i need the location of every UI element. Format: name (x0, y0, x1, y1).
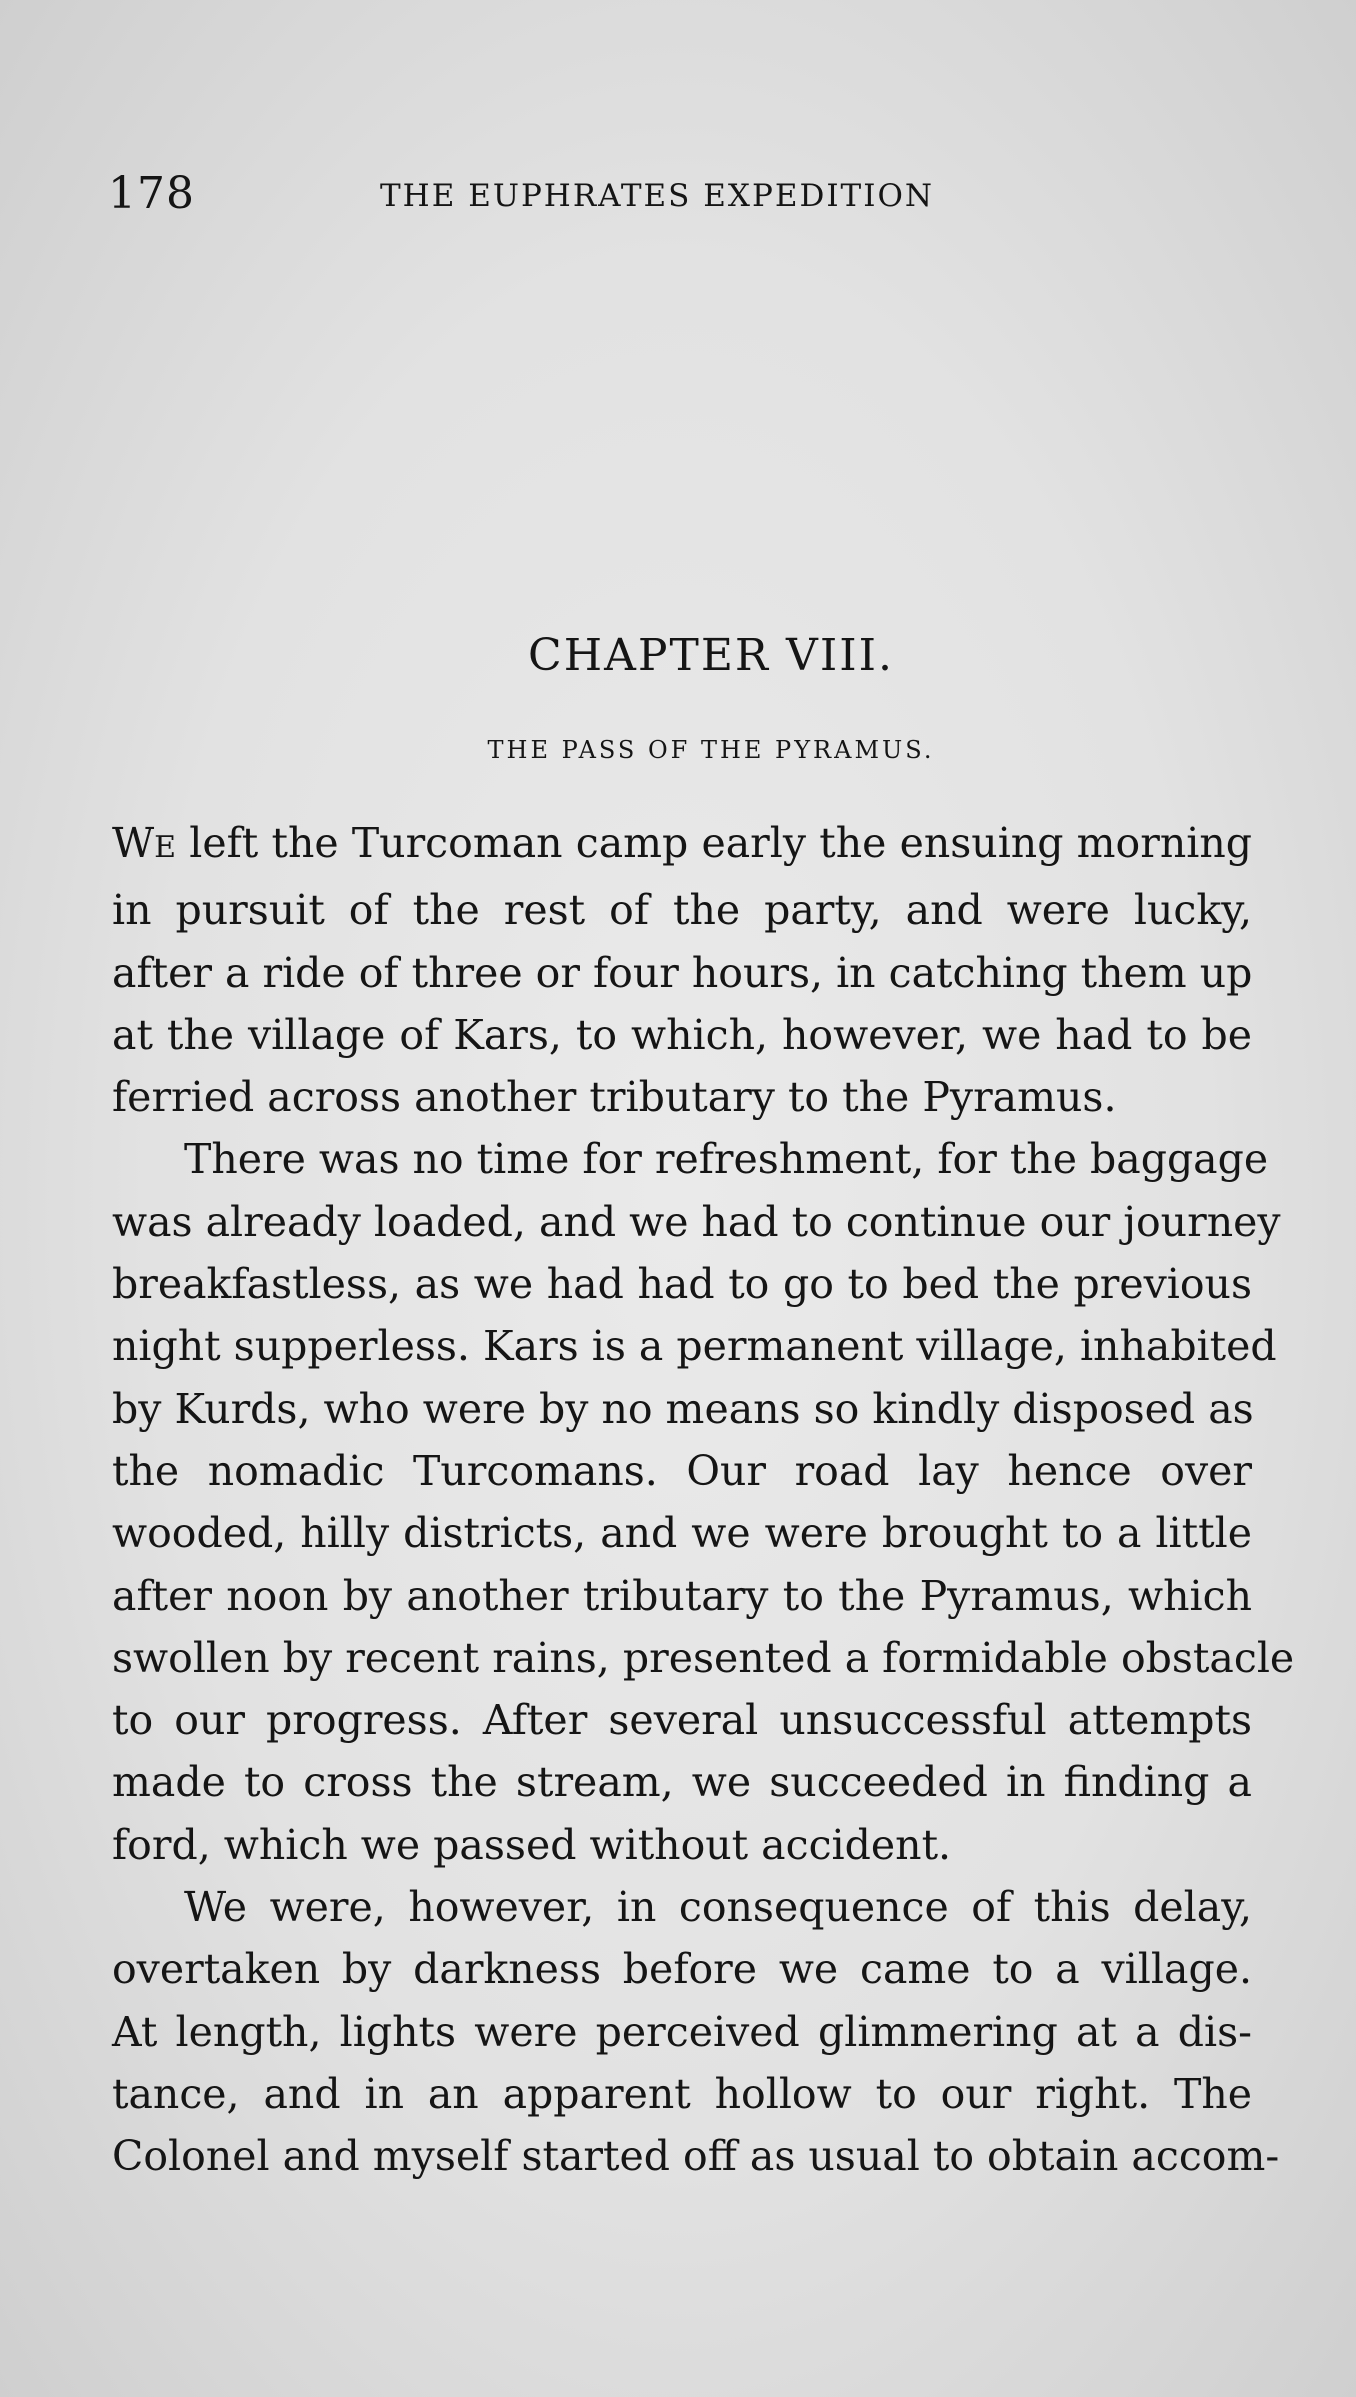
text-line-content: left the Turcoman camp early the ensuing morning (176, 819, 1252, 867)
dropcap-smallcaps: E (154, 830, 177, 865)
chapter-title: CHAPTER VIII. (528, 630, 894, 681)
chapter-subtitle: THE PASS OF THE PYRAMUS. (487, 736, 935, 764)
text-line: ford, which we passed without accident. (112, 1820, 952, 1869)
text-line: made to cross the stream, we succeeded in finding a (112, 1758, 1252, 1807)
text-line: at the village of Kars, to which, however, we had to be (112, 1010, 1252, 1059)
page-number: 178 (108, 168, 195, 219)
running-head: THE EUPHRATES EXPEDITION (380, 178, 935, 214)
text-line: after a ride of three or four hours, in catching them up (112, 948, 1253, 997)
paragraph-1 (112, 812, 1252, 1128)
dropcap-initial: W (112, 819, 155, 867)
text-line: There was no time for refreshment, for the baggage (184, 1135, 1269, 1184)
text-line: ferried across another tributary to the Pyramus. (112, 1073, 1117, 1122)
text-line: breakfastless, as we had had to go to bed the previous (112, 1260, 1252, 1309)
text-line: At length, lights were perceived glimmering at a dis- (112, 2007, 1252, 2056)
text-line: by Kurds, who were by no means so kindly disposed as (112, 1384, 1254, 1433)
text-line: was already loaded, and we had to continue our journey (112, 1197, 1281, 1246)
text-line: We were, however, in consequence of this delay, (184, 1883, 1252, 1932)
text-line: in pursuit of the rest of the party, and were lucky, (112, 886, 1252, 935)
text-line: to our progress. After several unsuccessful attempts (112, 1696, 1252, 1745)
text-line: tance, and in an apparent hollow to our right. The (112, 2069, 1252, 2118)
text-line: Colonel and myself started off as usual to obtain accom- (112, 2132, 1280, 2181)
text-line: swollen by recent rains, presented a formidable obstacle (112, 1633, 1295, 1682)
paragraph-2 (112, 1128, 1295, 1876)
text-line (112, 812, 1252, 879)
text-line: the nomadic Turcomans. Our road lay hence over (112, 1446, 1252, 1495)
text-line: night supperless. Kars is a permanent village, inhabited (112, 1322, 1277, 1371)
text-line: wooded, hilly districts, and we were brought to a little (112, 1509, 1252, 1558)
text-line: overtaken by darkness before we came to a village. (112, 1945, 1252, 1994)
paragraph-3 (112, 1876, 1280, 2187)
page-header (108, 168, 1248, 228)
text-line: after noon by another tributary to the Pyramus, which (112, 1571, 1252, 1620)
body-text (112, 812, 1295, 2188)
